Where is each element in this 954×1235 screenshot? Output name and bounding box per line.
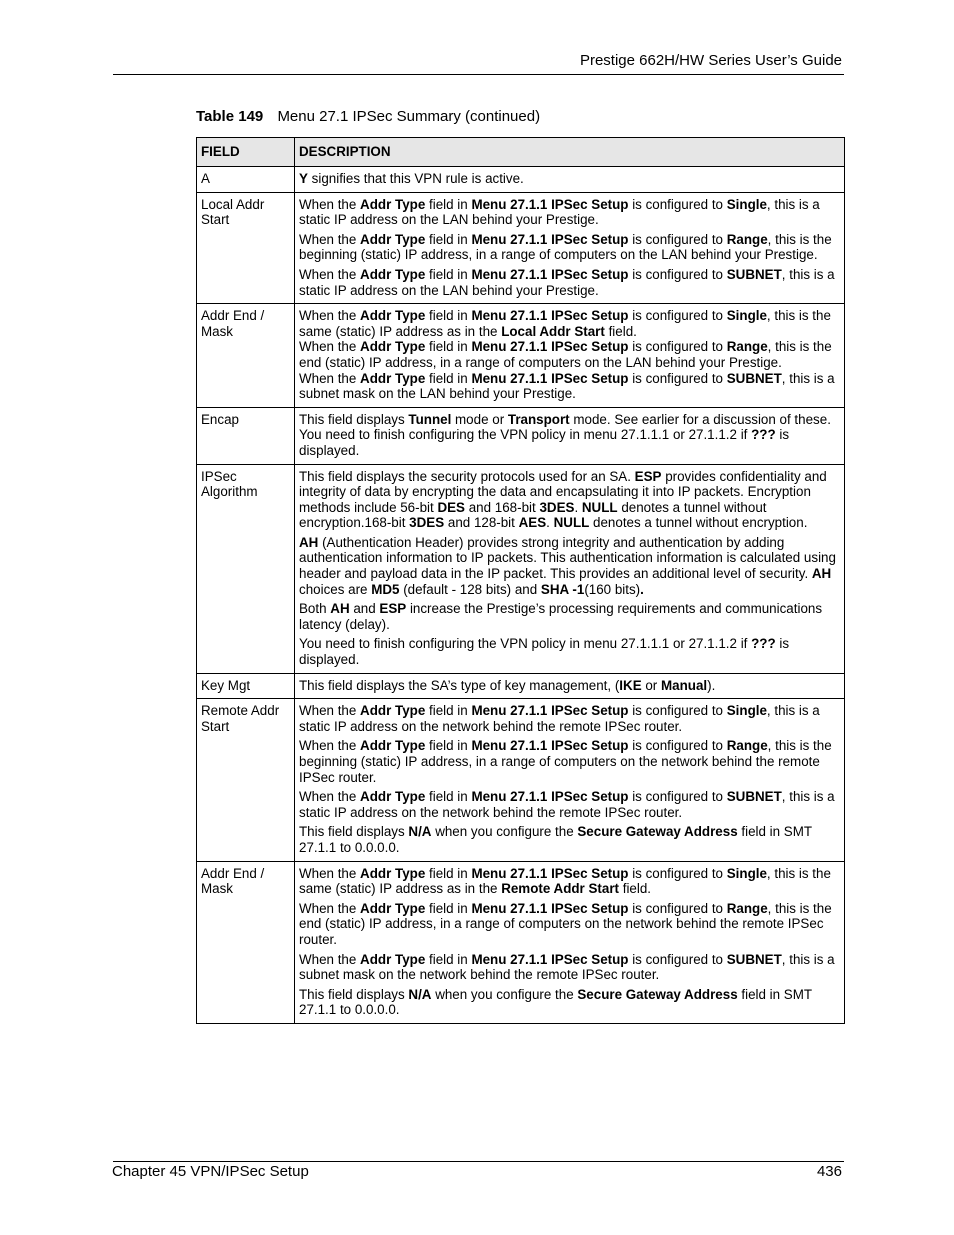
description-cell — [295, 167, 845, 193]
description-paragraph — [299, 412, 839, 459]
description-cell — [295, 464, 845, 673]
text-run: when you configure the — [431, 986, 578, 1002]
bold-term: DES — [437, 499, 465, 515]
text-run: , this is a static IP address on the LAN behind your Prestige. — [299, 266, 835, 298]
bold-term: ESP — [379, 601, 407, 617]
description-paragraph — [299, 866, 839, 897]
description-paragraph — [299, 371, 839, 402]
text-run: (default - 128 bits) and — [399, 581, 541, 597]
bold-term: Menu 27.1.1 IPSec Setup — [471, 951, 629, 967]
bold-term: Addr Type — [360, 231, 426, 247]
text-run: is configured to — [628, 703, 727, 719]
text-run: (160 bits) — [584, 581, 641, 597]
text-run: This field displays the security protocols used for an SA. — [299, 468, 635, 484]
bold-term: Range — [726, 900, 768, 916]
table-row — [197, 464, 845, 673]
bold-term: SUBNET — [726, 951, 782, 967]
description-cell — [295, 699, 845, 861]
bold-term: N/A — [408, 824, 432, 840]
description-paragraph — [299, 267, 839, 298]
bold-term: AH — [299, 534, 319, 550]
text-run: field in — [425, 370, 472, 386]
bold-term: AH — [811, 566, 832, 582]
bold-term: Local Addr Start — [501, 323, 605, 339]
description-paragraph — [299, 789, 839, 820]
bold-term: Addr Type — [360, 370, 426, 386]
text-run: . — [574, 499, 582, 515]
text-run: is displayed. — [299, 427, 790, 458]
field-column-header: FIELD — [197, 138, 295, 167]
description-paragraph — [299, 535, 839, 597]
description-cell — [295, 192, 845, 304]
text-run: When the — [299, 738, 361, 754]
text-run: signifies that this VPN rule is active. — [307, 171, 524, 186]
bold-term: Range — [726, 738, 768, 754]
bold-term: SHA -1 — [540, 581, 585, 597]
page-number: 436 — [816, 1163, 842, 1180]
text-run: increase the Prestige’s processing requirements and communications latency (delay). — [299, 601, 823, 632]
bold-term: Menu 27.1.1 IPSec Setup — [471, 703, 629, 719]
text-run: field in — [425, 865, 472, 881]
bold-term: Addr Type — [360, 196, 426, 212]
footer-rule — [113, 1161, 844, 1162]
text-run: . — [546, 515, 554, 531]
field-cell: Key Mgt — [197, 673, 295, 699]
description-paragraph — [299, 901, 839, 948]
bold-term: Addr Type — [360, 339, 426, 355]
text-run: When the — [299, 370, 361, 386]
text-run: , this is the beginning (static) IP address, in a range of computers on the network behind the remote IPSec router. — [299, 738, 832, 785]
bold-term: Single — [726, 308, 767, 324]
text-run: This field displays — [299, 411, 409, 427]
bold-term: Manual — [660, 677, 708, 693]
text-run: , this is the same (static) IP address as in the — [299, 308, 831, 339]
text-run: When the — [299, 266, 361, 282]
table-row — [197, 699, 845, 861]
bold-term: . — [640, 581, 644, 597]
bold-term: Menu 27.1.1 IPSec Setup — [471, 231, 629, 247]
bold-term: Addr Type — [360, 738, 426, 754]
bold-term: Range — [726, 339, 768, 355]
text-run: When the — [299, 789, 361, 805]
description-cell — [295, 673, 845, 699]
text-run: , this is the beginning (static) IP address, in a range of computers on the LAN behind your Prestige. — [299, 231, 832, 263]
text-run: field in — [425, 951, 472, 967]
text-run: denotes a tunnel without encryption. — [589, 515, 808, 531]
text-run: is displayed. — [299, 636, 790, 668]
footer-chapter: Chapter 45 VPN/IPSec Setup — [112, 1163, 309, 1180]
text-run: is configured to — [628, 308, 727, 324]
text-run: field in — [425, 231, 472, 247]
text-run: When the — [299, 703, 361, 719]
field-cell: A — [197, 167, 295, 193]
text-run: is configured to — [628, 231, 727, 247]
description-paragraph — [299, 987, 839, 1018]
description-cell — [295, 407, 845, 464]
bold-term: IKE — [619, 677, 642, 693]
bold-term: Single — [726, 196, 767, 212]
bold-term: Menu 27.1.1 IPSec Setup — [471, 738, 629, 754]
bold-term: Menu 27.1.1 IPSec Setup — [471, 308, 629, 324]
bold-term: Range — [726, 231, 768, 247]
text-run: When the — [299, 900, 361, 916]
text-run: , this is a static IP address on the LAN behind your Prestige. — [299, 196, 820, 228]
description-column-header: DESCRIPTION — [295, 138, 845, 167]
bold-term: Menu 27.1.1 IPSec Setup — [471, 900, 629, 916]
header-rule — [113, 74, 844, 75]
bold-term: Menu 27.1.1 IPSec Setup — [471, 339, 629, 355]
description-paragraph — [299, 601, 839, 632]
text-run: is configured to — [628, 339, 727, 355]
text-run: This field displays — [299, 986, 409, 1002]
text-run: and 128-bit — [444, 515, 519, 531]
description-paragraph — [299, 738, 839, 785]
description-paragraph — [299, 339, 839, 370]
bold-term: SUBNET — [726, 789, 782, 805]
text-run: field in — [425, 266, 472, 282]
bold-term: Secure Gateway Address — [577, 986, 738, 1002]
description-cell — [295, 304, 845, 408]
text-run: , this is the end (static) IP address, in a range of computers on the LAN behind your Prestige. — [299, 339, 832, 370]
text-run: When the — [299, 339, 361, 355]
text-run: and 168-bit — [465, 499, 540, 515]
text-run: , this is the same (static) IP address as in the — [299, 865, 831, 897]
text-run: field in — [425, 738, 472, 754]
text-run: , this is a static IP address on the network behind the remote IPSec router. — [299, 789, 835, 820]
table-caption-text: Menu 27.1 IPSec Summary (continued) — [277, 108, 541, 125]
text-run: Both — [299, 601, 331, 617]
bold-term: NULL — [581, 499, 618, 515]
bold-term: Single — [726, 865, 767, 881]
bold-term: Addr Type — [360, 865, 426, 881]
text-run: When the — [299, 865, 361, 881]
bold-term: NULL — [553, 515, 590, 531]
bold-term: Transport — [507, 411, 570, 427]
bold-term: AH — [330, 601, 350, 617]
text-run: is configured to — [628, 865, 727, 881]
bold-term: AES — [518, 515, 547, 531]
text-run: field in — [425, 308, 472, 324]
text-run: field in — [425, 196, 472, 212]
description-paragraph — [299, 952, 839, 983]
table-row — [197, 673, 845, 699]
description-paragraph — [299, 171, 839, 187]
bold-term: ??? — [751, 636, 776, 652]
text-run: field. — [604, 323, 637, 339]
text-run: field. — [619, 881, 652, 897]
bold-term: Addr Type — [360, 266, 426, 282]
text-run: is configured to — [628, 196, 727, 212]
text-run: (Authentication Header) provides strong integrity and authentication by adding authentication information to IP packets. This authentication information is calculated using header and payload data in the IP packet. This provides an additional level of security. — [299, 534, 836, 582]
text-run: You need to finish configuring the VPN policy in menu 27.1.1.1 or 27.1.1.2 if — [299, 636, 752, 652]
bold-term: Menu 27.1.1 IPSec Setup — [471, 266, 629, 282]
field-cell: Addr End / Mask — [197, 304, 295, 408]
text-run: field in SMT 27.1.1 to 0.0.0.0. — [299, 824, 812, 855]
text-run: When the — [299, 196, 361, 212]
text-run: denotes a tunnel without encryption.168-bit — [299, 499, 767, 531]
text-run: field in — [425, 339, 472, 355]
bold-term: ESP — [634, 468, 662, 484]
text-run: This field displays the SA’s type of key management, ( — [299, 677, 620, 693]
text-run: When the — [299, 951, 361, 967]
bold-term: Addr Type — [360, 900, 426, 916]
description-paragraph — [299, 232, 839, 263]
table-header-row — [197, 138, 845, 167]
field-cell: Addr End / Mask — [197, 861, 295, 1023]
bold-term: Tunnel — [408, 411, 452, 427]
text-run: ). — [707, 677, 716, 693]
table-caption — [196, 108, 540, 125]
text-run: field in — [425, 703, 472, 719]
field-cell: IPSec Algorithm — [197, 464, 295, 673]
bold-term: ??? — [751, 427, 776, 443]
field-cell: Encap — [197, 407, 295, 464]
description-paragraph — [299, 824, 839, 855]
bold-term: MD5 — [371, 581, 400, 597]
text-run: , this is the end (static) IP address, in a range of computers on the network behind the remote IPSec router. — [299, 900, 832, 947]
text-run: is configured to — [628, 370, 727, 386]
bold-term: N/A — [408, 986, 432, 1002]
bold-term: Secure Gateway Address — [577, 824, 738, 840]
text-run: When the — [299, 308, 361, 324]
bold-term: Addr Type — [360, 703, 426, 719]
text-run: and — [349, 601, 380, 617]
text-run: field in — [425, 789, 472, 805]
text-run: field in SMT 27.1.1 to 0.0.0.0. — [299, 986, 812, 1018]
text-run: is configured to — [628, 266, 727, 282]
description-paragraph — [299, 636, 839, 667]
table-row — [197, 304, 845, 408]
bold-term: 3DES — [409, 515, 445, 531]
text-run: , this is a subnet mask on the network behind the remote IPSec router. — [299, 951, 835, 983]
text-run: field in — [425, 900, 472, 916]
table-row — [197, 407, 845, 464]
description-paragraph — [299, 197, 839, 228]
text-run: or — [641, 677, 661, 693]
bold-term: Menu 27.1.1 IPSec Setup — [471, 196, 629, 212]
table-row — [197, 861, 845, 1023]
text-run: This field displays — [299, 824, 409, 840]
table-caption-label: Table 149 — [196, 108, 264, 125]
ipsec-summary-table — [196, 137, 845, 1024]
bold-term: SUBNET — [726, 266, 782, 282]
text-run: when you configure the — [431, 824, 578, 840]
bold-term: SUBNET — [726, 370, 782, 386]
table-row — [197, 192, 845, 304]
table-body — [197, 167, 845, 1024]
table-row — [197, 167, 845, 193]
text-run: mode. See earlier for a discussion of these. You need to finish configuring the VPN policy in menu 27.1.1.1 or 27.1.1.2 if — [299, 411, 831, 443]
bold-term: Menu 27.1.1 IPSec Setup — [471, 789, 629, 805]
bold-term: Y — [299, 171, 308, 186]
text-run: is configured to — [628, 951, 727, 967]
text-run: is configured to — [628, 738, 727, 754]
description-paragraph — [299, 703, 839, 734]
text-run: , this is a subnet mask on the LAN behind your Prestige. — [299, 370, 835, 402]
text-run: When the — [299, 231, 361, 247]
description-paragraph — [299, 308, 839, 339]
bold-term: Menu 27.1.1 IPSec Setup — [471, 865, 629, 881]
text-run: , this is a static IP address on the network behind the remote IPSec router. — [299, 703, 820, 734]
description-paragraph — [299, 678, 839, 694]
field-cell: Remote Addr Start — [197, 699, 295, 861]
field-cell: Local Addr Start — [197, 192, 295, 304]
bold-term: Addr Type — [360, 951, 426, 967]
description-cell — [295, 861, 845, 1023]
bold-term: Addr Type — [360, 308, 426, 324]
bold-term: Menu 27.1.1 IPSec Setup — [471, 370, 629, 386]
bold-term: 3DES — [539, 499, 575, 515]
bold-term: Single — [726, 703, 767, 719]
text-run: choices are — [299, 581, 372, 597]
text-run: is configured to — [628, 789, 727, 805]
text-run: provides confidentiality and integrity of data by encrypting the data and encapsulating it into IP packets. Encryption methods include 56-bit — [299, 468, 827, 515]
running-header: Prestige 662H/HW Series User’s Guide — [579, 52, 842, 69]
text-run: is configured to — [628, 900, 727, 916]
description-paragraph — [299, 469, 839, 531]
bold-term: Addr Type — [360, 789, 426, 805]
bold-term: Remote Addr Start — [501, 881, 619, 897]
text-run: mode or — [451, 411, 508, 427]
